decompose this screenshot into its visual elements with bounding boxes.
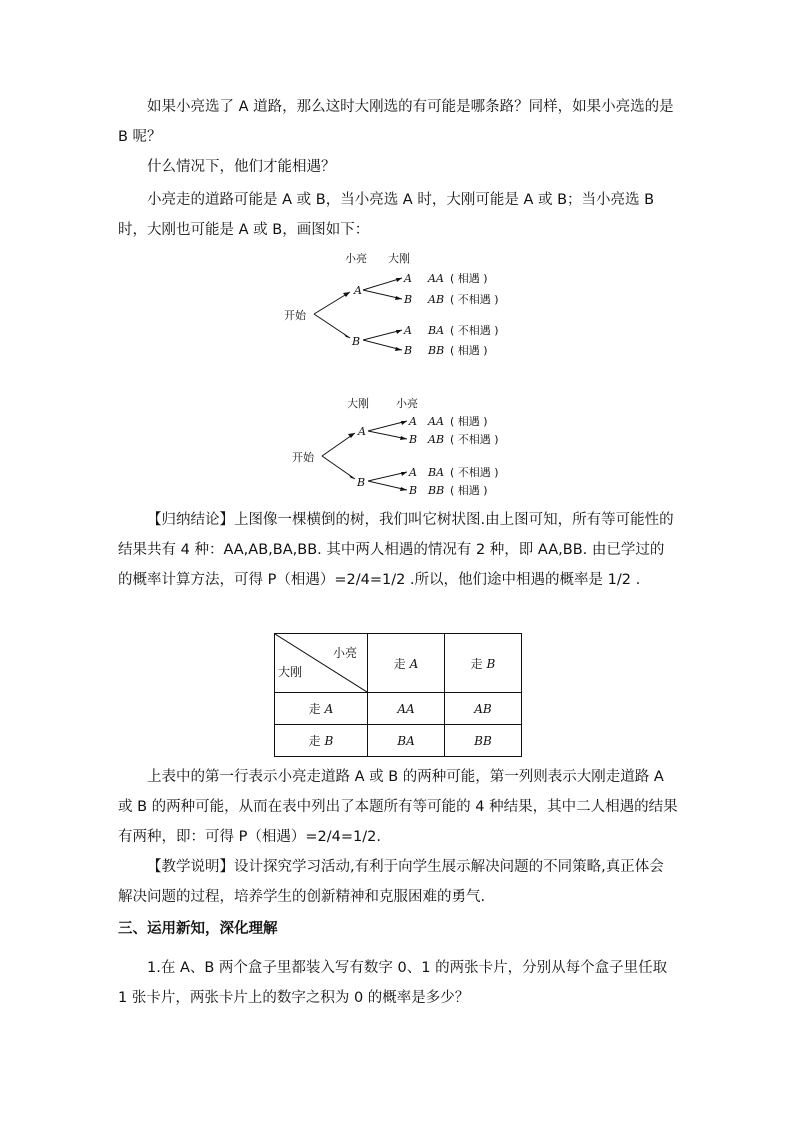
table-header-cell xyxy=(445,634,522,693)
tree2-leaf-result: BB xyxy=(428,484,445,497)
tree1-leaf-result: BA xyxy=(428,324,445,337)
tree1-leaf-result: BB xyxy=(428,344,445,357)
tree2-leaf-note: ( 不相遇 ) xyxy=(450,466,499,479)
tree1-col2: 大刚 xyxy=(388,252,410,265)
cell-value: AB xyxy=(474,701,492,716)
outcome-table xyxy=(274,633,522,757)
tree2-leaf-result: AB xyxy=(428,433,445,446)
cell-value: BA xyxy=(397,733,415,748)
table-explanation-paragraph: 上表中的第一行表示小亮走道路 A 或 B 的两种可能，第一列则表示大刚走道路 A 或 B 的两种可能，从而在表中列出了本题所有等可能的 4 种结果，其中二人相遇的结果有两种，即：可得 P（相遇）=2/4=1/2. xyxy=(118,769,678,845)
tree2-col2: 小亮 xyxy=(396,397,418,410)
corner-top-label: 小亮 xyxy=(332,646,357,660)
tree1-leaf-letter: B xyxy=(404,293,413,306)
tree2-leaf-result: BA xyxy=(428,466,445,479)
tree1-leaf-letter: B xyxy=(404,344,413,357)
tree2-leaf-letter: A xyxy=(409,415,417,428)
row-letter: B xyxy=(324,734,334,748)
cell-value: BB xyxy=(474,733,492,748)
tree2-branch-b: B xyxy=(357,476,366,489)
table-cell xyxy=(368,725,445,757)
tree1-leaf-letter: A xyxy=(404,272,412,285)
exercise-paragraph: 1.在 A、B 两个盒子里都装入写有数字 0、1 的两张卡片，分别从每个盒子里任取 1 张卡片，两张卡片上的数字之积为 0 的概率是多少？ xyxy=(118,960,668,1006)
paragraph-1: 如果小亮选了 A 道路，那么这时大刚选的有可能是哪条路？同样，如果小亮选的是 B 呢？ xyxy=(118,99,674,145)
conclusion-paragraph: 【归纳结论】上图像一棵横倒的树，我们叫它树状图.由上图可知，所有等可能性的结果共有 4 种：AA,AB,BA,BB. 其中两人相遇的情况有 2 种，即 AA,BB. 由已学过的的概率计算方法，可得 P（相遇）=2/4=1/2 .所以，他们途中相遇的概率是 1/2 . xyxy=(118,512,674,588)
paragraph-2: 什么情况下，他们才能相遇？ xyxy=(147,159,336,175)
table-row-header xyxy=(275,725,368,757)
cell-value: AA xyxy=(397,701,415,716)
tree1-leaf-note: ( 不相遇 ) xyxy=(450,324,499,337)
walk-label: 走 xyxy=(393,656,406,671)
tree1-branch-a: A xyxy=(354,284,362,297)
table-cell xyxy=(445,693,522,725)
tree2-leaf-result: AA xyxy=(428,415,444,428)
tree1-leaf-letter: A xyxy=(404,324,412,337)
tree1-leaf-result: AA xyxy=(428,272,444,285)
col-letter: A xyxy=(409,656,419,671)
tree2-col1: 大刚 xyxy=(347,397,369,410)
tree2-leaf-letter: A xyxy=(409,466,417,479)
tree1-leaf-result: AB xyxy=(428,293,445,306)
tree2-leaf-note: ( 不相遇 ) xyxy=(450,433,499,446)
tree2-leaf-letter: B xyxy=(409,433,418,446)
teaching-note-paragraph: 【教学说明】设计探究学习活动,有利于向学生展示解决问题的不同策略,真正体会解决问题的过程，培养学生的创新精神和克服困难的勇气. xyxy=(118,859,664,905)
paragraph-3: 小亮走的道路可能是 A 或 B，当小亮选 A 时，大刚可能是 A 或 B；当小亮选 B 时，大刚也可能是 A 或 B，画图如下： xyxy=(118,192,655,238)
table-header-cell xyxy=(368,634,445,693)
table-corner-cell xyxy=(275,634,368,693)
table-row-header xyxy=(275,693,368,725)
tree2-leaf-note: ( 相遇 ) xyxy=(450,484,488,497)
table-cell xyxy=(445,725,522,757)
walk-label: 走 xyxy=(308,734,321,748)
section-heading: 三、运用新知，深化理解 xyxy=(118,921,278,937)
walk-label: 走 xyxy=(470,656,483,671)
walk-label: 走 xyxy=(308,702,321,716)
table-row xyxy=(275,693,522,725)
table-cell xyxy=(368,693,445,725)
tree1-leaf-note: ( 不相遇 ) xyxy=(450,293,499,306)
col-letter: B xyxy=(486,656,496,671)
tree-diagram-2 xyxy=(270,393,530,508)
tree2-leaf-note: ( 相遇 ) xyxy=(450,415,488,428)
table-row xyxy=(275,725,522,757)
tree1-branch-b: B xyxy=(352,335,361,348)
tree1-leaf-note: ( 相遇 ) xyxy=(450,344,488,357)
tree1-start: 开始 xyxy=(284,309,306,322)
tree-diagram-1 xyxy=(270,248,530,363)
corner-bottom-label: 大刚 xyxy=(278,665,303,679)
row-letter: A xyxy=(324,702,334,716)
tree2-leaf-letter: B xyxy=(409,484,418,497)
tree2-branch-a: A xyxy=(358,425,366,438)
tree1-leaf-note: ( 相遇 ) xyxy=(450,272,488,285)
tree1-col1: 小亮 xyxy=(345,252,367,265)
tree2-start: 开始 xyxy=(292,451,314,464)
